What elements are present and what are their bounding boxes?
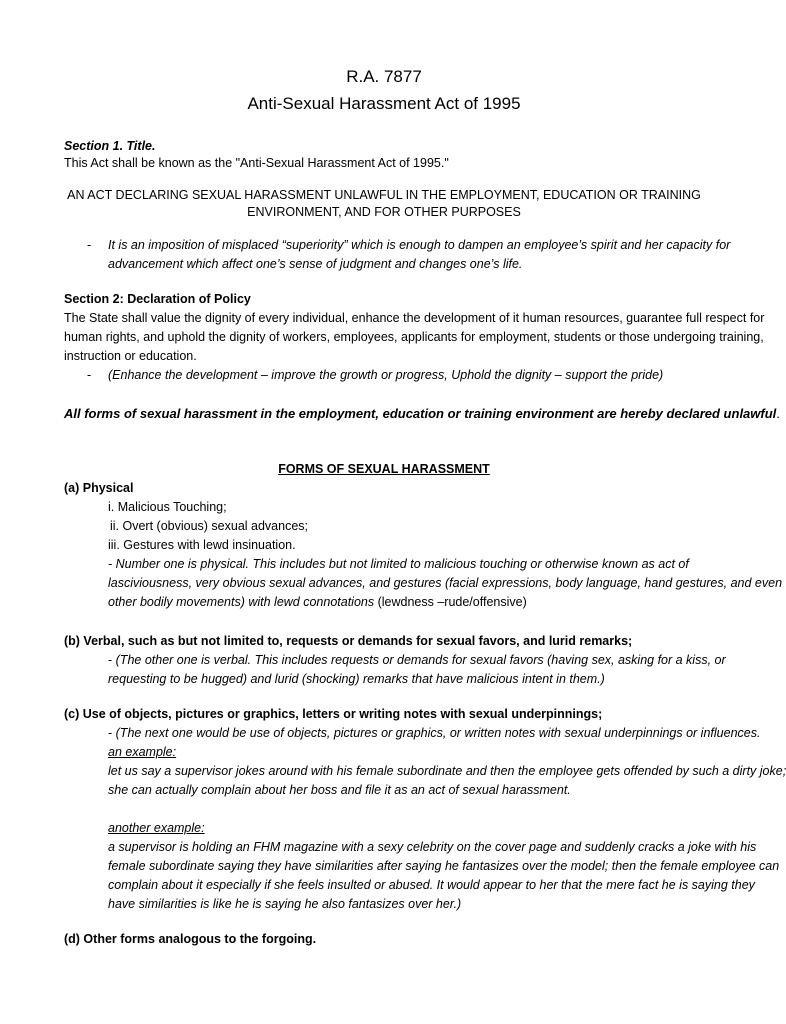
- form-c-note-line1: [108, 724, 760, 743]
- example2-line1: a supervisor is holding an FHM magazine with a sexy celebrity on the cover page and suddenly cracks a joke with his: [108, 840, 757, 854]
- form-a-note-line3: [108, 593, 527, 612]
- form-a-note-line2: lasciviousness, very obvious sexual advances, and gestures (facial expressions, body language, hand gestures, and even: [108, 576, 783, 590]
- imposition-note-line2: advancement which affect one’s sense of judgment and changes one’s life.: [108, 257, 523, 271]
- bullet-dash: -: [87, 238, 92, 252]
- form-b-note-line2: requesting to be hugged) and lurid (shocking) remarks that have malicious intent in them.): [108, 672, 605, 686]
- form-a-item-i: i. Malicious Touching;: [108, 500, 227, 514]
- form-b-note-line1-text: (The other one is verbal. This includes requests or demands for sexual favors (having sex, asking for a kiss, or: [115, 653, 726, 667]
- bullet-dash: -: [108, 726, 116, 740]
- section2-text-line2: human rights, and uphold the dignity of workers, employees, applicants for employment, students or those undergoing training,: [64, 330, 764, 344]
- form-c-heading: (c) Use of objects, pictures or graphics, letters or writing notes with sexual underpinnings;: [64, 707, 603, 721]
- section2-text-line3: instruction or education.: [64, 349, 197, 363]
- section2-note: (Enhance the development – improve the growth or progress, Uphold the dignity – support the pride): [108, 368, 664, 382]
- bullet-dash: -: [108, 653, 116, 667]
- section2-heading: Section 2: Declaration of Policy: [64, 292, 251, 306]
- unlawful-declaration: [64, 404, 780, 423]
- example2-line3: complain about it especially if she feels insulted or abused. It would appear to her that the mere fact he is saying they: [108, 878, 755, 892]
- section2-text-line1: The State shall value the dignity of every individual, enhance the development of it human resources, guarantee full respect for: [64, 311, 765, 325]
- unlawful-declaration-text: All forms of sexual harassment in the employment, education or training environment are hereby declared unlawful: [64, 406, 777, 421]
- example2-line4: have similarities is like he is saying he also fantasizes over her.): [108, 897, 462, 911]
- unlawful-declaration-period: .: [776, 406, 780, 421]
- form-a-note-line1: - Number one is physical. This includes but not limited to malicious touching or otherwise known as act of: [108, 557, 689, 571]
- imposition-note-line1: It is an imposition of misplaced “superiority” which is enough to dampen an employee’s spirit and her capacity for: [108, 238, 731, 252]
- form-a-item-iii: iii. Gestures with lewd insinuation.: [108, 538, 296, 552]
- example2-line2: female subordinate saying they have similarities after saying he fantasizes over the model; then the female employee can: [108, 859, 780, 873]
- example2-label: another example:: [108, 821, 205, 835]
- form-d-heading: (d) Other forms analogous to the forgoing.: [64, 932, 317, 946]
- form-a-note-line3-text: other bodily movements) with lewd connotations: [108, 595, 378, 609]
- example1-line2: she can actually complain about her boss and file it as an act of sexual harassment.: [108, 783, 571, 797]
- form-b-note-line1: [108, 651, 726, 670]
- act-description-line1: AN ACT DECLARING SEXUAL HARASSMENT UNLAWFUL IN THE EMPLOYMENT, EDUCATION OR TRAINING: [67, 188, 701, 202]
- example1-label: an example:: [108, 745, 177, 759]
- form-c-note-line1-text: (The next one would be use of objects, pictures or graphics, or written notes with sexual underpinnings or influences.: [115, 726, 761, 740]
- example1-line1: let us say a supervisor jokes around with his female subordinate and then the employee gets offended by such a dirty joke;: [108, 764, 786, 778]
- forms-heading: FORMS OF SEXUAL HARASSMENT: [278, 462, 490, 476]
- section1-text: This Act shall be known as the "Anti-Sexual Harassment Act of 1995.": [64, 156, 449, 170]
- bullet-dash: -: [87, 368, 92, 382]
- section1-heading: Section 1. Title.: [64, 139, 156, 153]
- form-a-heading: (a) Physical: [64, 481, 134, 495]
- document-title-number: R.A. 7877: [346, 67, 422, 86]
- form-b-heading: (b) Verbal, such as but not limited to, requests or demands for sexual favors, and lurid remarks;: [64, 634, 633, 648]
- form-a-item-ii: ii. Overt (obvious) sexual advances;: [110, 519, 309, 533]
- act-description-line2: ENVIRONMENT, AND FOR OTHER PURPOSES: [247, 205, 521, 219]
- form-a-note-definition: (lewdness –rude/offensive): [377, 595, 527, 609]
- document-title: Anti-Sexual Harassment Act of 1995: [247, 94, 521, 113]
